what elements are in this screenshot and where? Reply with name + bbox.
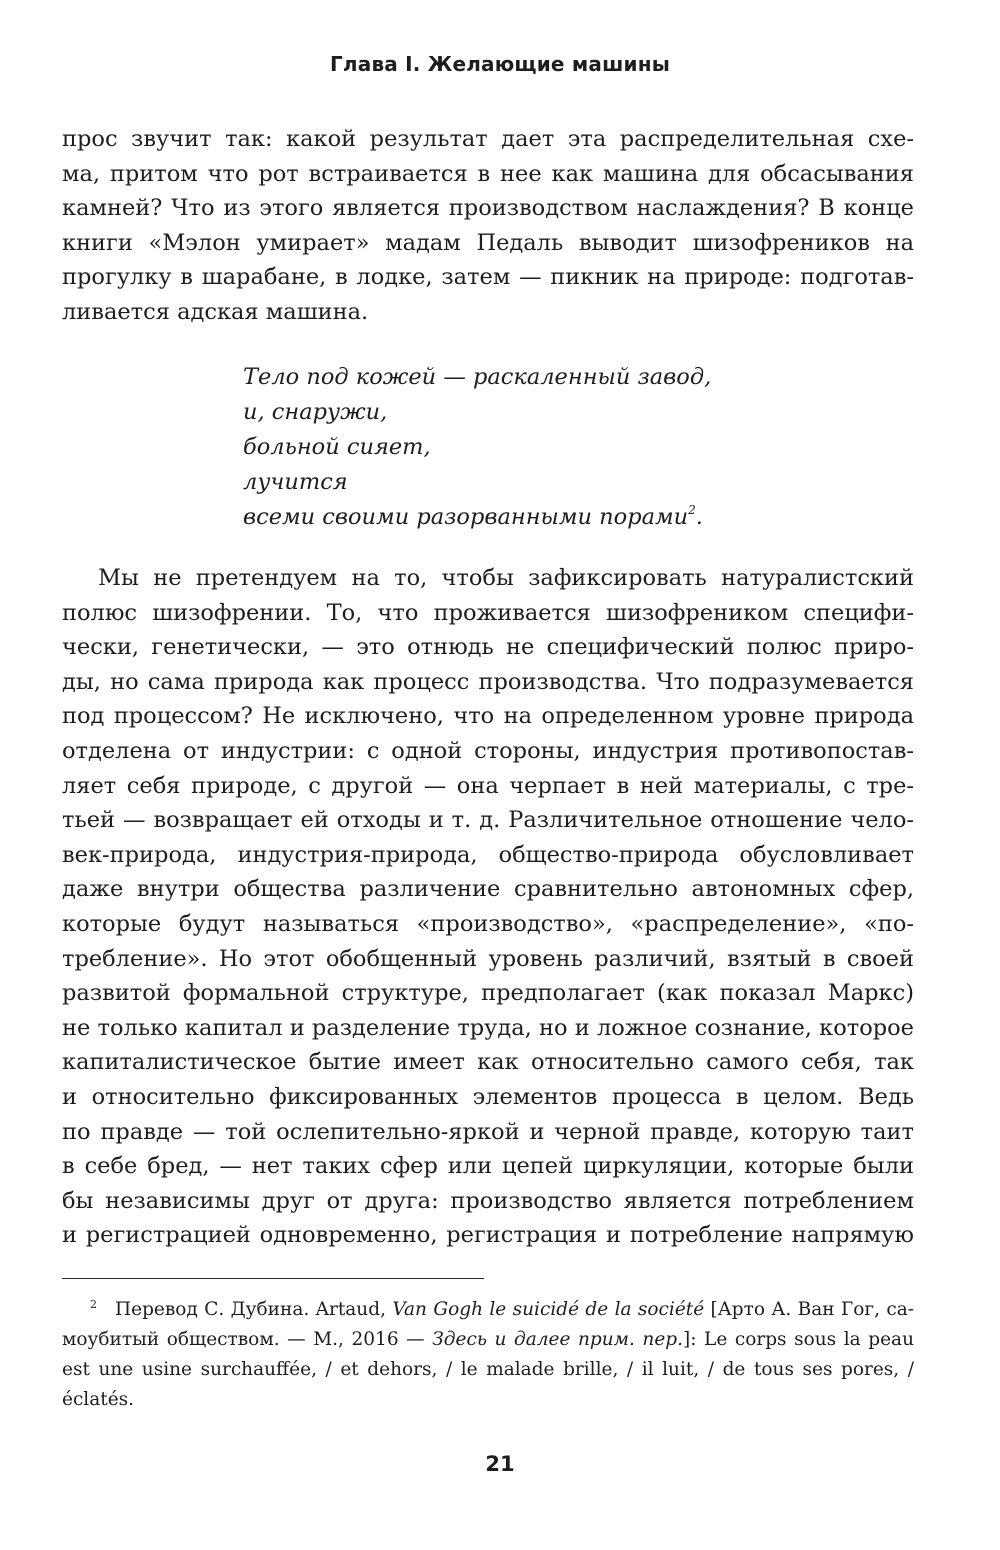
text-line: в себе бред, — нет таких сфер или цепей циркуляции, которые были [62, 1153, 914, 1180]
footnote [62, 1290, 914, 1415]
footnote-line: éclatés. [62, 1389, 135, 1410]
poem-line [243, 500, 711, 535]
footnote-line [62, 1290, 914, 1325]
text-line: ма, притом что рот встраивается в нее как машина для обсасывания [62, 160, 914, 187]
text-line: тьей — возвращает ей отходы и т. д. Различительное отношение чело- [62, 807, 914, 834]
paragraph-2 [62, 561, 914, 1253]
page-number: 21 [485, 1452, 515, 1476]
footnote-mark: 2 [90, 1298, 97, 1311]
footnote-text: Перевод С. Дубина. Artaud, [115, 1299, 393, 1320]
text-line: не только капитал и разделение труда, но и ложное сознание, которое [62, 1014, 914, 1041]
text-line: полюс шизофрении. То, что проживается шизофреником специфи- [62, 599, 914, 626]
text-line: и относительно фиксированных элементов процесса в целом. Ведь [62, 1083, 914, 1110]
text-line: отделена от индустрии: с одной стороны, индустрия противопостав- [62, 737, 914, 764]
text-line: чески, генетически, — это отнюдь не специфический полюс приро- [62, 634, 914, 661]
running-head: Глава I. Желающие машины [329, 52, 671, 76]
text-line: которые будут называться «производство», «распределение», «по- [62, 910, 914, 937]
text-line: под процессом? Не исключено, что на определенном уровне природа [62, 703, 914, 730]
footnote-text: ]: Le corps sous la peau [683, 1329, 914, 1350]
text-line: по правде — той ослепительно-яркой и черной правде, которую таит [62, 1118, 914, 1145]
text-line: ливается адская машина. [62, 298, 369, 325]
paragraph-1 [62, 122, 914, 330]
text-line: капиталистическое бытие имеет как относительно самого себя, так [62, 1049, 914, 1076]
poem-line: Тело под кожей — раскаленный завод, [243, 364, 712, 390]
poem-line: лучится [243, 469, 348, 495]
text-line: прогулку в шарабане, в лодке, затем — пикник на природе: подготав- [62, 264, 914, 291]
text-line: камней? Что из этого является производством наслаждения? В конце [62, 195, 914, 222]
footnote-divider [62, 1278, 484, 1279]
text-line: бы независимы друг от друга: производство является потреблением [62, 1187, 914, 1214]
text-line: ляет себя природе, с другой — она черпает в ней материалы, с тре- [62, 772, 914, 799]
poem-quote [243, 360, 711, 535]
text-line: книги «Мэлон умирает» мадам Педаль выводит шизофреников на [62, 229, 914, 256]
text-line: требление». Но этот обобщенный уровень различий, взятый в своей [62, 945, 914, 972]
text-line: ды, но сама природа как процесс производства. Что подразумевается [62, 668, 914, 695]
text-line: и регистрацией одновременно, регистрация и потребление напрямую [62, 1222, 914, 1249]
poem-line: больной сияет, [243, 434, 431, 460]
footnote-ref[interactable]: 2 [688, 503, 696, 517]
text-line: век-природа, индустрия-природа, общество-природа обусловливает [62, 841, 914, 868]
footnote-line [62, 1325, 914, 1355]
text-line: прос звучит так: какой результат дает эта распределительная схе- [62, 126, 914, 152]
footnote-line: est une usine surchauffée, / et dehors, / le malade brille, / il luit, / de tous ses pores, / [62, 1359, 914, 1380]
footnote-note: Здесь и далее прим. пер. [432, 1329, 684, 1350]
text-line: Мы не претендуем на то, чтобы зафиксировать натуралистский [98, 565, 914, 591]
footnote-text: моубитый обществом. — М., 2016 — [62, 1329, 433, 1350]
poem-line: и, снаружи, [243, 399, 388, 425]
poem-end-punct: . [695, 504, 703, 530]
text-line: даже внутри общества различение сравнительно автономных сфер, [62, 876, 914, 903]
footnote-text: [Арто А. Ван Гог, са- [704, 1299, 914, 1320]
text-line: развитой формальной структуре, предполагает (как показал Маркс) [62, 980, 914, 1007]
poem-line-text: всеми своими разорванными порами [243, 504, 689, 530]
footnote-title: Van Gogh le suicidé de la société [392, 1299, 705, 1320]
